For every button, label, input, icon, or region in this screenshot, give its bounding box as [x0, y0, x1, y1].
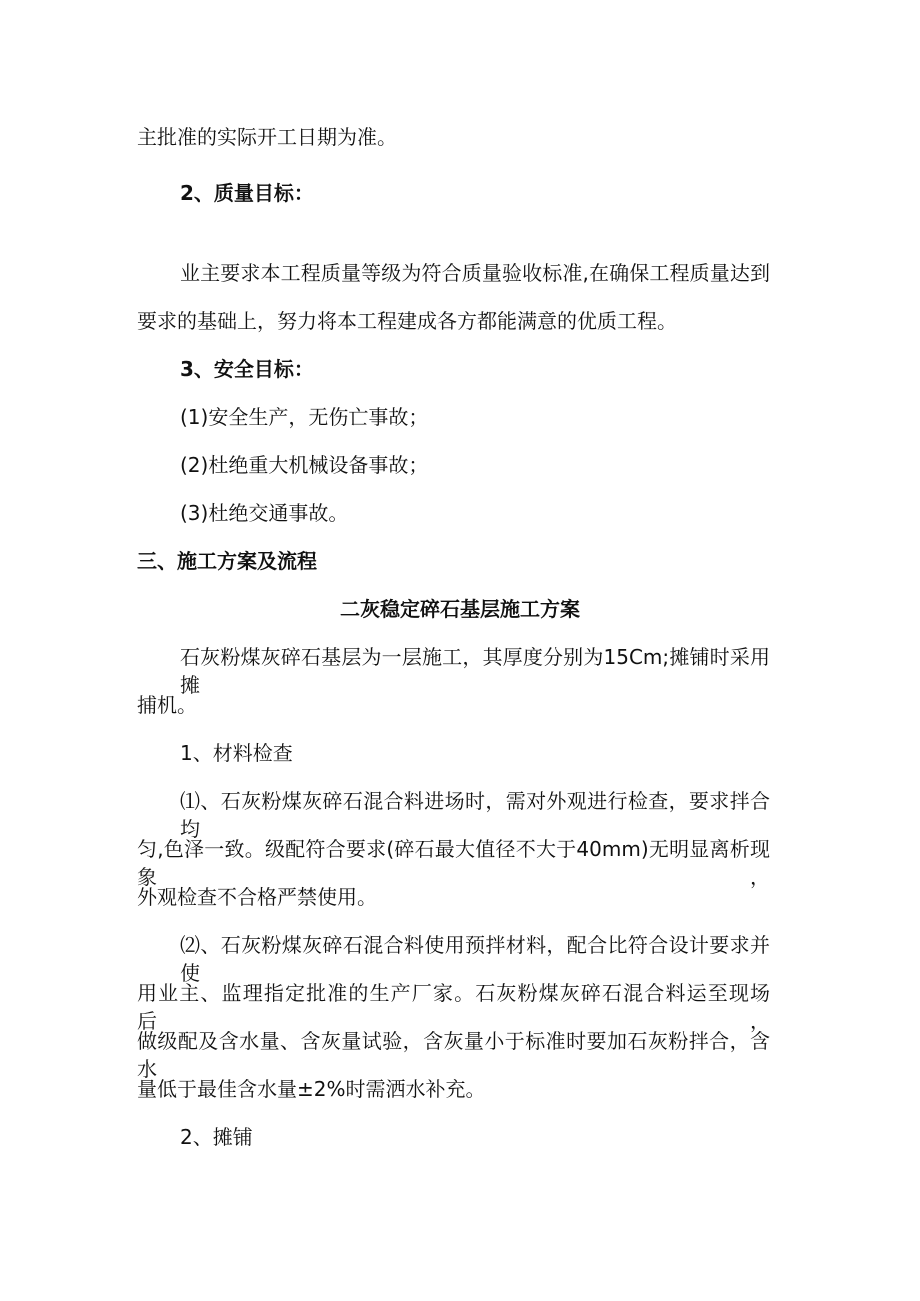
- section-heading-safety: 3、安全目标：: [180, 357, 314, 381]
- list-item: (1)安全生产，无伤亡事故；: [180, 405, 429, 429]
- paragraph-line: 外观检查不合格严禁使用。: [137, 885, 377, 909]
- section-heading-quality: 2、质量目标：: [180, 181, 314, 205]
- subheading-material-check: 1、材料检查: [180, 741, 293, 765]
- chapter-heading: 三、施工方案及流程: [137, 549, 317, 573]
- paragraph-line: 主批准的实际开工日期为准。: [137, 125, 397, 149]
- paragraph-line: 捕机。: [137, 693, 197, 717]
- paragraph-line: 量低于最佳含水量±2%时需洒水补充。: [137, 1077, 486, 1101]
- list-item: (2)杜绝重大机械设备事故；: [180, 453, 429, 477]
- paragraph-line: 匀,色泽一致。级配符合要求(碎石最大值径不大于40mm)无明显离析现象，: [137, 837, 770, 889]
- paragraph-line: 要求的基础上，努力将本工程建成各方都能满意的优质工程。: [137, 309, 677, 333]
- subheading-paving: 2、摊铺: [180, 1125, 253, 1149]
- paragraph-line: 石灰粉煤灰碎石基层为一层施工，其厚度分别为15Cm;摊铺时采用摊: [180, 645, 770, 697]
- paragraph-line: ⑵、石灰粉煤灰碎石混合料使用预拌材料，配合比符合设计要求并使: [180, 933, 770, 985]
- paragraph-line: 用业主、监理指定批准的生产厂家。石灰粉煤灰碎石混合料运至现场后，: [137, 981, 770, 1033]
- section-title-centered: 二灰稳定碎石基层施工方案: [340, 597, 580, 621]
- paragraph-line: 业主要求本工程质量等级为符合质量验收标准,在确保工程质量达到: [180, 261, 770, 285]
- paragraph-line: ⑴、石灰粉煤灰碎石混合料进场时，需对外观进行检查，要求拌合均: [180, 789, 770, 841]
- paragraph-line: 做级配及含水量、含灰量试验，含灰量小于标准时要加石灰粉拌合，含水: [137, 1029, 770, 1081]
- list-item: (3)杜绝交通事故。: [180, 501, 349, 525]
